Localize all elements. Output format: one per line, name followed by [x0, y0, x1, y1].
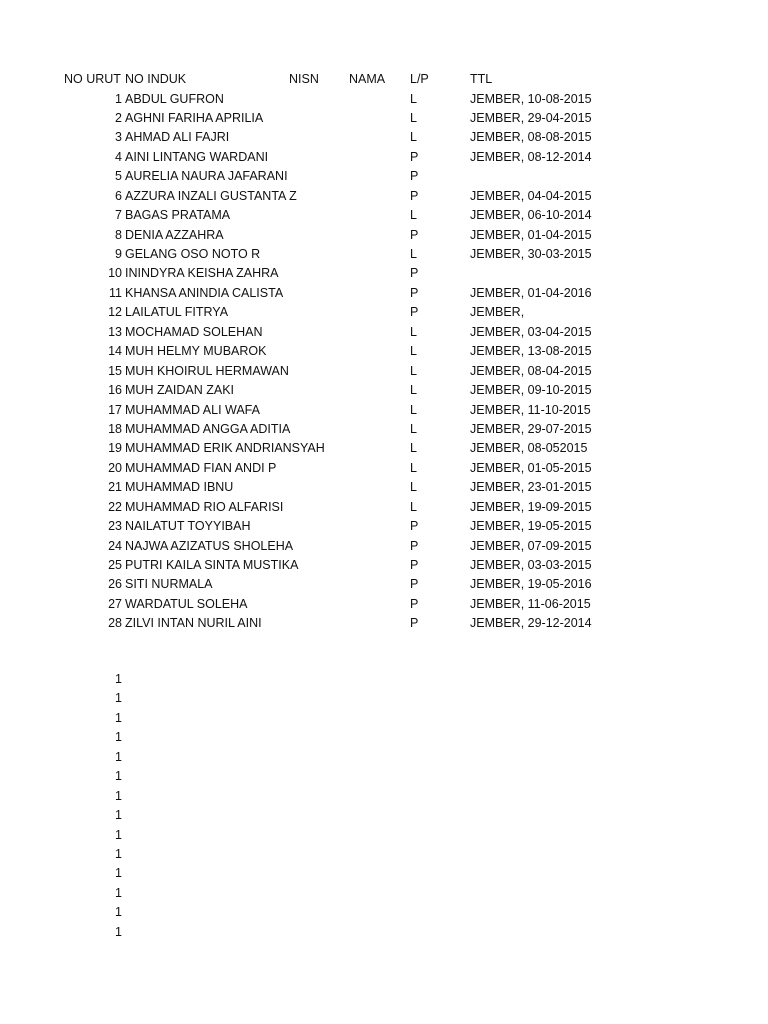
- student-birth: JEMBER, 19-05-2015: [470, 519, 592, 534]
- student-gender: L: [410, 324, 417, 339]
- student-number: 9: [115, 247, 122, 261]
- student-number: 7: [115, 208, 122, 223]
- student-gender: L: [410, 421, 417, 436]
- table-row: [0, 148, 768, 167]
- student-number: 25: [108, 558, 122, 572]
- student-gender: P: [410, 169, 419, 184]
- table-row: [0, 517, 768, 536]
- table-row: [0, 245, 768, 264]
- ones-value: 1: [115, 691, 122, 706]
- ones-value: 1: [115, 710, 122, 725]
- student-name: BAGAS PRATAMA: [125, 208, 231, 223]
- header-no-induk: NO INDUK: [125, 72, 187, 86]
- table-row: [0, 498, 768, 517]
- header-ttl: TTL: [470, 72, 493, 86]
- table-row: [0, 264, 768, 283]
- student-number: 12: [108, 305, 122, 320]
- student-birth: JEMBER, 03-03-2015: [470, 558, 592, 572]
- student-gender: L: [410, 208, 417, 223]
- student-name: NAJWA AZIZATUS SHOLEHA: [125, 538, 294, 553]
- student-birth: JEMBER, 11-06-2015: [470, 596, 591, 611]
- ones-row: [0, 923, 768, 942]
- student-birth: JEMBER, 11-10-2015: [470, 402, 591, 417]
- student-name: GELANG OSO NOTO R: [125, 247, 261, 261]
- table-row: [0, 420, 768, 439]
- student-name: MUHAMMAD FIAN ANDI P: [125, 460, 277, 475]
- student-name: AHMAD ALI FAJRI: [125, 130, 230, 145]
- table-row: [0, 459, 768, 478]
- student-number: 8: [115, 227, 122, 242]
- student-number: 27: [108, 596, 122, 611]
- student-number: 20: [108, 460, 122, 475]
- table-row: [0, 556, 768, 575]
- student-name: MUHAMMAD ALI WAFA: [125, 402, 260, 417]
- student-name: WARDATUL SOLEHA: [125, 596, 248, 611]
- table-row: [0, 323, 768, 342]
- student-birth: JEMBER, 23-01-2015: [470, 480, 592, 495]
- student-birth: JEMBER, 09-10-2015: [470, 383, 592, 398]
- student-number: 4: [115, 149, 122, 164]
- student-number: 11: [109, 285, 122, 300]
- student-name: MUHAMMAD ANGGA ADITIA: [125, 421, 291, 436]
- student-birth: JEMBER, 29-04-2015: [470, 110, 592, 125]
- student-birth: JEMBER, 08-08-2015: [470, 130, 592, 145]
- student-name: MUHAMMAD RIO ALFARISI: [125, 499, 284, 514]
- student-birth: JEMBER, 30-03-2015: [470, 247, 592, 261]
- student-gender: L: [410, 91, 417, 106]
- table-row: [0, 595, 768, 614]
- ones-row: [0, 748, 768, 767]
- student-gender: L: [410, 344, 417, 359]
- student-birth: JEMBER, 29-12-2014: [470, 616, 592, 631]
- student-gender: L: [410, 247, 417, 261]
- student-number: 22: [108, 499, 122, 514]
- student-number: 21: [108, 480, 122, 495]
- student-name: LAILATUL FITRYA: [125, 305, 229, 320]
- table-row: [0, 537, 768, 556]
- table-row: [0, 575, 768, 594]
- student-gender: P: [410, 149, 419, 164]
- student-gender: L: [410, 480, 417, 495]
- student-number: 2: [115, 110, 122, 125]
- table-row: [0, 284, 768, 303]
- header-no-urut: NO URUT: [64, 72, 121, 86]
- student-name: MOCHAMAD SOLEHAN: [125, 324, 263, 339]
- ones-value: 1: [115, 885, 122, 900]
- table-row: [0, 303, 768, 322]
- student-gender: L: [410, 130, 417, 145]
- student-table: [0, 90, 768, 634]
- table-row: [0, 614, 768, 633]
- student-gender: P: [410, 519, 419, 534]
- student-birth: JEMBER,: [470, 305, 525, 320]
- table-row: [0, 226, 768, 245]
- student-birth: JEMBER, 08-052015: [470, 441, 588, 456]
- ones-row: [0, 728, 768, 747]
- student-gender: L: [410, 402, 417, 417]
- table-row: [0, 439, 768, 458]
- table-row: [0, 187, 768, 206]
- ones-row: [0, 689, 768, 708]
- student-gender: P: [410, 558, 419, 572]
- student-gender: L: [410, 363, 417, 378]
- student-gender: P: [410, 285, 419, 300]
- ones-value: 1: [115, 846, 122, 861]
- table-row: [0, 90, 768, 109]
- student-name: ZILVI INTAN NURIL AINI: [125, 616, 262, 631]
- table-row: [0, 342, 768, 361]
- student-name: PUTRI KAILA SINTA MUSTIKA: [125, 558, 299, 572]
- student-number: 17: [108, 402, 122, 417]
- student-name: MUH KHOIRUL HERMAWAN: [125, 363, 289, 378]
- ones-row: [0, 864, 768, 883]
- student-birth: JEMBER, 10-08-2015: [470, 91, 592, 106]
- table-row: [0, 109, 768, 128]
- student-number: 3: [115, 130, 122, 145]
- student-birth: JEMBER, 19-09-2015: [470, 499, 592, 514]
- ones-value: 1: [115, 788, 122, 803]
- student-number: 16: [108, 383, 122, 398]
- ones-row: [0, 826, 768, 845]
- ones-value: 1: [115, 672, 122, 686]
- ones-row: [0, 767, 768, 786]
- student-name: MUH HELMY MUBAROK: [125, 344, 267, 359]
- student-name: AURELIA NAURA JAFARANI: [125, 169, 288, 184]
- student-number: 10: [108, 266, 122, 281]
- ones-row: [0, 845, 768, 864]
- student-number: 28: [108, 616, 122, 631]
- ones-row: [0, 884, 768, 903]
- ones-value: 1: [115, 769, 122, 784]
- student-name: AGHNI FARIHA APRILIA: [125, 110, 264, 125]
- table-row: [0, 381, 768, 400]
- student-gender: P: [410, 266, 419, 281]
- table-row: [0, 362, 768, 381]
- student-number: 19: [108, 441, 122, 456]
- table-row: [0, 128, 768, 147]
- student-name: SITI NURMALA: [125, 577, 213, 592]
- student-number: 23: [108, 519, 122, 534]
- header-nama: NAMA: [349, 72, 386, 86]
- student-birth: JEMBER, 19-05-2016: [470, 577, 592, 592]
- student-number: 15: [108, 363, 122, 378]
- student-gender: L: [410, 383, 417, 398]
- header-lp: L/P: [410, 72, 429, 86]
- student-gender: L: [410, 460, 417, 475]
- student-gender: L: [410, 441, 417, 456]
- student-birth: JEMBER, 01-04-2015: [470, 227, 592, 242]
- student-birth: JEMBER, 13-08-2015: [470, 344, 592, 359]
- ones-column: [0, 670, 768, 942]
- student-gender: P: [410, 188, 419, 203]
- student-birth: JEMBER, 04-04-2015: [470, 188, 592, 203]
- student-number: 24: [108, 538, 122, 553]
- ones-row: [0, 806, 768, 825]
- ones-row: [0, 670, 768, 689]
- ones-value: 1: [115, 905, 122, 920]
- student-name: ABDUL GUFRON: [125, 91, 224, 106]
- student-name: AINI LINTANG WARDANI: [125, 149, 269, 164]
- student-gender: P: [410, 596, 419, 611]
- student-number: 14: [108, 344, 122, 359]
- student-name: MUHAMMAD IBNU: [125, 480, 234, 495]
- student-number: 1: [115, 91, 122, 106]
- student-name: ININDYRA KEISHA ZAHRA: [125, 266, 279, 281]
- table-row: [0, 167, 768, 186]
- student-number: 5: [115, 169, 122, 184]
- student-birth: JEMBER, 06-10-2014: [470, 208, 592, 223]
- student-birth: JEMBER, 01-04-2016: [470, 285, 592, 300]
- table-row: [0, 478, 768, 497]
- student-gender: P: [410, 305, 419, 320]
- ones-row: [0, 903, 768, 922]
- student-gender: P: [410, 577, 419, 592]
- student-birth: JEMBER, 03-04-2015: [470, 324, 592, 339]
- student-name: DENIA AZZAHRA: [125, 227, 224, 242]
- student-number: 18: [108, 421, 122, 436]
- student-birth: JEMBER, 29-07-2015: [470, 421, 592, 436]
- student-gender: P: [410, 538, 419, 553]
- student-gender: L: [410, 499, 417, 514]
- student-number: 26: [108, 577, 122, 592]
- ones-row: [0, 787, 768, 806]
- student-name: AZZURA INZALI GUSTANTA Z: [125, 188, 297, 203]
- student-birth: JEMBER, 08-04-2015: [470, 363, 592, 378]
- student-gender: P: [410, 616, 419, 631]
- student-gender: P: [410, 227, 419, 242]
- ones-value: 1: [115, 808, 122, 823]
- ones-value: 1: [115, 749, 122, 764]
- ones-value: 1: [115, 730, 122, 745]
- table-row: [0, 401, 768, 420]
- student-birth: JEMBER, 07-09-2015: [470, 538, 592, 553]
- ones-row: [0, 709, 768, 728]
- header-nisn: NISN: [289, 72, 319, 86]
- student-gender: L: [410, 110, 417, 125]
- student-birth: JEMBER, 01-05-2015: [470, 460, 592, 475]
- table-row: [0, 206, 768, 225]
- ones-value: 1: [115, 827, 122, 842]
- student-number: 6: [115, 188, 122, 203]
- ones-value: 1: [115, 866, 122, 881]
- student-birth: JEMBER, 08-12-2014: [470, 149, 592, 164]
- student-number: 13: [108, 324, 122, 339]
- student-name: MUHAMMAD ERIK ANDRIANSYAH: [125, 441, 325, 456]
- student-name: MUH ZAIDAN ZAKI: [125, 383, 235, 398]
- student-name: NAILATUT TOYYIBAH: [125, 519, 251, 534]
- header-row: [0, 70, 768, 89]
- student-name: KHANSA ANINDIA CALISTA: [125, 285, 284, 300]
- ones-value: 1: [115, 924, 122, 939]
